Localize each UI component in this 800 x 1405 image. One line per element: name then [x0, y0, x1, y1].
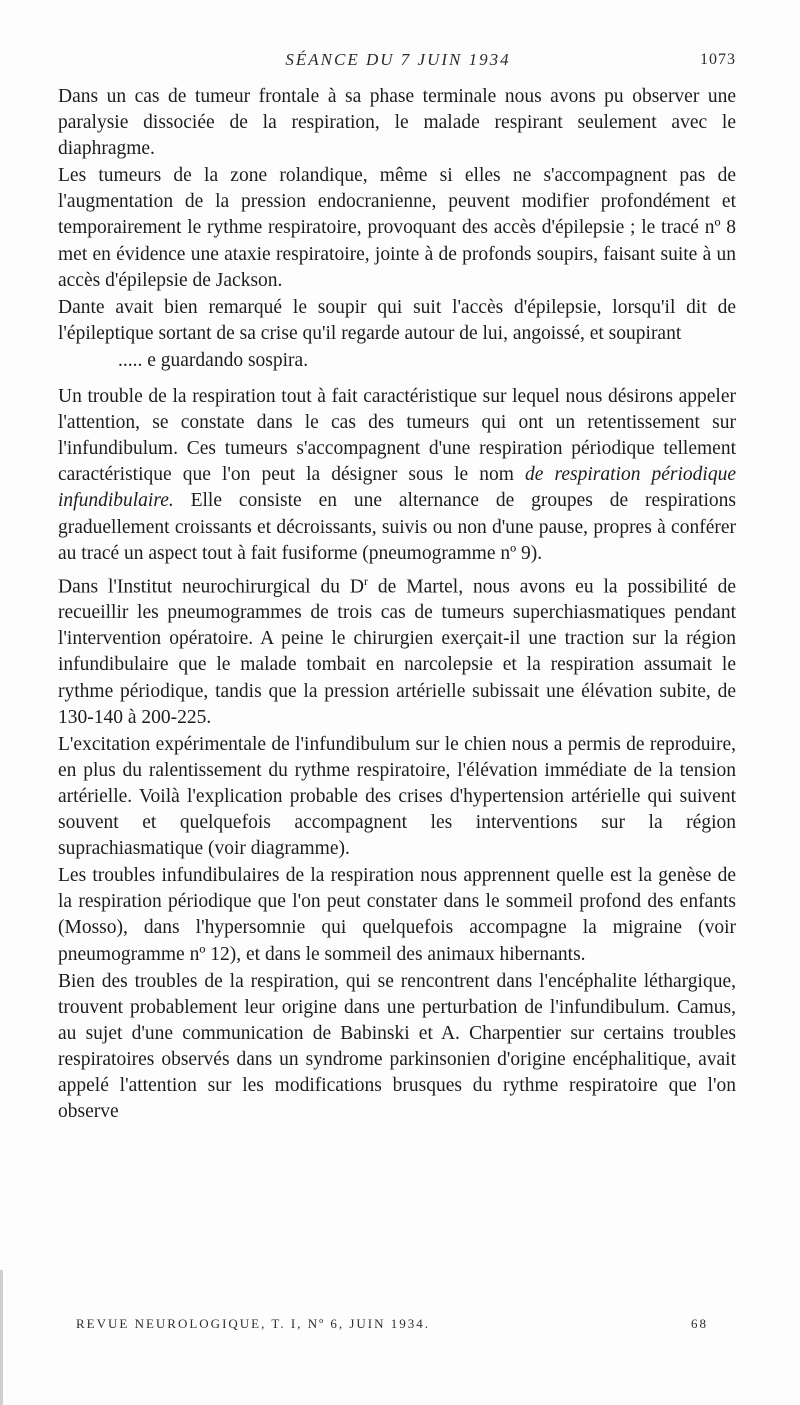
periodic-emphasis: de respiration périodique infundibulaire.: [58, 464, 736, 512]
doctor-superscript: r: [364, 573, 369, 588]
martel-text-before: Dans l'Institut neurochirurgical du D: [58, 576, 365, 598]
scan-edge-shadow: [0, 1270, 3, 1405]
dante-quote: ..... e guardando sospira.: [118, 349, 309, 371]
page-number: 1073: [700, 51, 736, 68]
paragraph-frontal-tumour: Dans un cas de tumeur frontale à sa phase terminale nous avons pu observer une paralysie dissociée de la respiration, le malade respirant seulement avec le diaphragme.: [58, 86, 736, 160]
paragraph-infundibular-troubles: Les troubles infundibulaires de la respiration nous apprennent quelle est la genèse de la respiration périodique que l'on peut constater dans le sommeil profond des enfants (Mosso), dans l'hypersomnie qui quelquefois accompagne la migraine (voir pneumogramme nº 12), et dans le sommeil des animaux hibernants.: [58, 865, 736, 965]
martel-text-after: de Martel, nous avons eu la possibilité de recueillir les pneumogrammes de trois cas de tumeurs superchiasmatiques pendant l'intervention opératoire. A peine le chirurgien exerçait-il une traction sur la région infundibulaire que le malade tombait en narcolepsie et la respiration assumait le rythme périodique, tandis que la pression artérielle subissait une élévation subite, de 130-140 à 200-225.: [58, 576, 736, 728]
periodic-text-after: Elle consiste en une alternance de groupes de respirations graduellement croissants et décroissants, suivis ou non d'une pause, propres à conférer au tracé un aspect tout à fait fusiforme (pneumogramme nº 9).: [58, 490, 736, 564]
paragraph-martel-institute: [58, 568, 736, 731]
periodic-text-before: Un trouble de la respiration tout à fait caractéristique sur lequel nous désirons appeler l'attention, se constate dans le cas des tumeurs qui ont un retentissement sur l'infundibulum. Ces tumeurs s'accompagnent d'une respiration périodique tellement caractéristique que l'on peut la désigner sous le nom: [58, 386, 736, 486]
body-text: [58, 84, 736, 1126]
page-footer: [76, 1316, 708, 1340]
running-head: [60, 50, 736, 76]
paragraph-rolandic-tumours: Les tumeurs de la zone rolandique, même si elles ne s'accompagnent pas de l'augmentation de la pression endocranienne, peuvent modifier profondément et temporairement le rythme respiratoire, provoquant des accès d'épilepsie ; le tracé nº 8 met en évidence une ataxie respiratoire, jointe à de profonds soupirs, faisant suite à un accès d'épilepsie de Jackson.: [58, 165, 736, 291]
journal-reference: REVUE NEUROLOGIQUE, T. I, Nº 6, JUIN 1934.: [76, 1316, 431, 1331]
running-title: SÉANCE DU 7 JUIN 1934: [285, 50, 511, 69]
paragraph-lethargic-encephalitis: Bien des troubles de la respiration, qui se rencontrent dans l'encéphalite léthargique, trouvent probablement leur origine dans une perturbation de l'infundibulum. Camus, au sujet d'une communication de Babinski et A. Charpentier sur certains troubles respiratoires observés dans un syndrome parkinsonien d'origine encéphalitique, avait appelé l'attention sur les modifications brusques du rythme respiratoire que l'on observe: [58, 970, 736, 1123]
paragraph-periodic-respiration: [58, 384, 736, 567]
paragraph-dante: Dante avait bien remarqué le soupir qui suit l'accès d'épilepsie, lorsqu'il dit de l'épileptique sortant de sa crise qu'il regarde autour de lui, angoissé, et soupirant: [58, 296, 736, 344]
paragraph-experimental-excitation: L'excitation expérimentale de l'infundibulum sur le chien nous a permis de reproduire, en plus du ralentissement du rythme respiratoire, l'élévation immédiate de la tension artérielle. Voilà l'explication probable des crises d'hypertension artérielle qui suivent souvent et quelquefois accompagnent les interventions sur la région suprachiasmatique (voir diagramme).: [58, 733, 736, 860]
sheet-number: 68: [691, 1316, 708, 1331]
